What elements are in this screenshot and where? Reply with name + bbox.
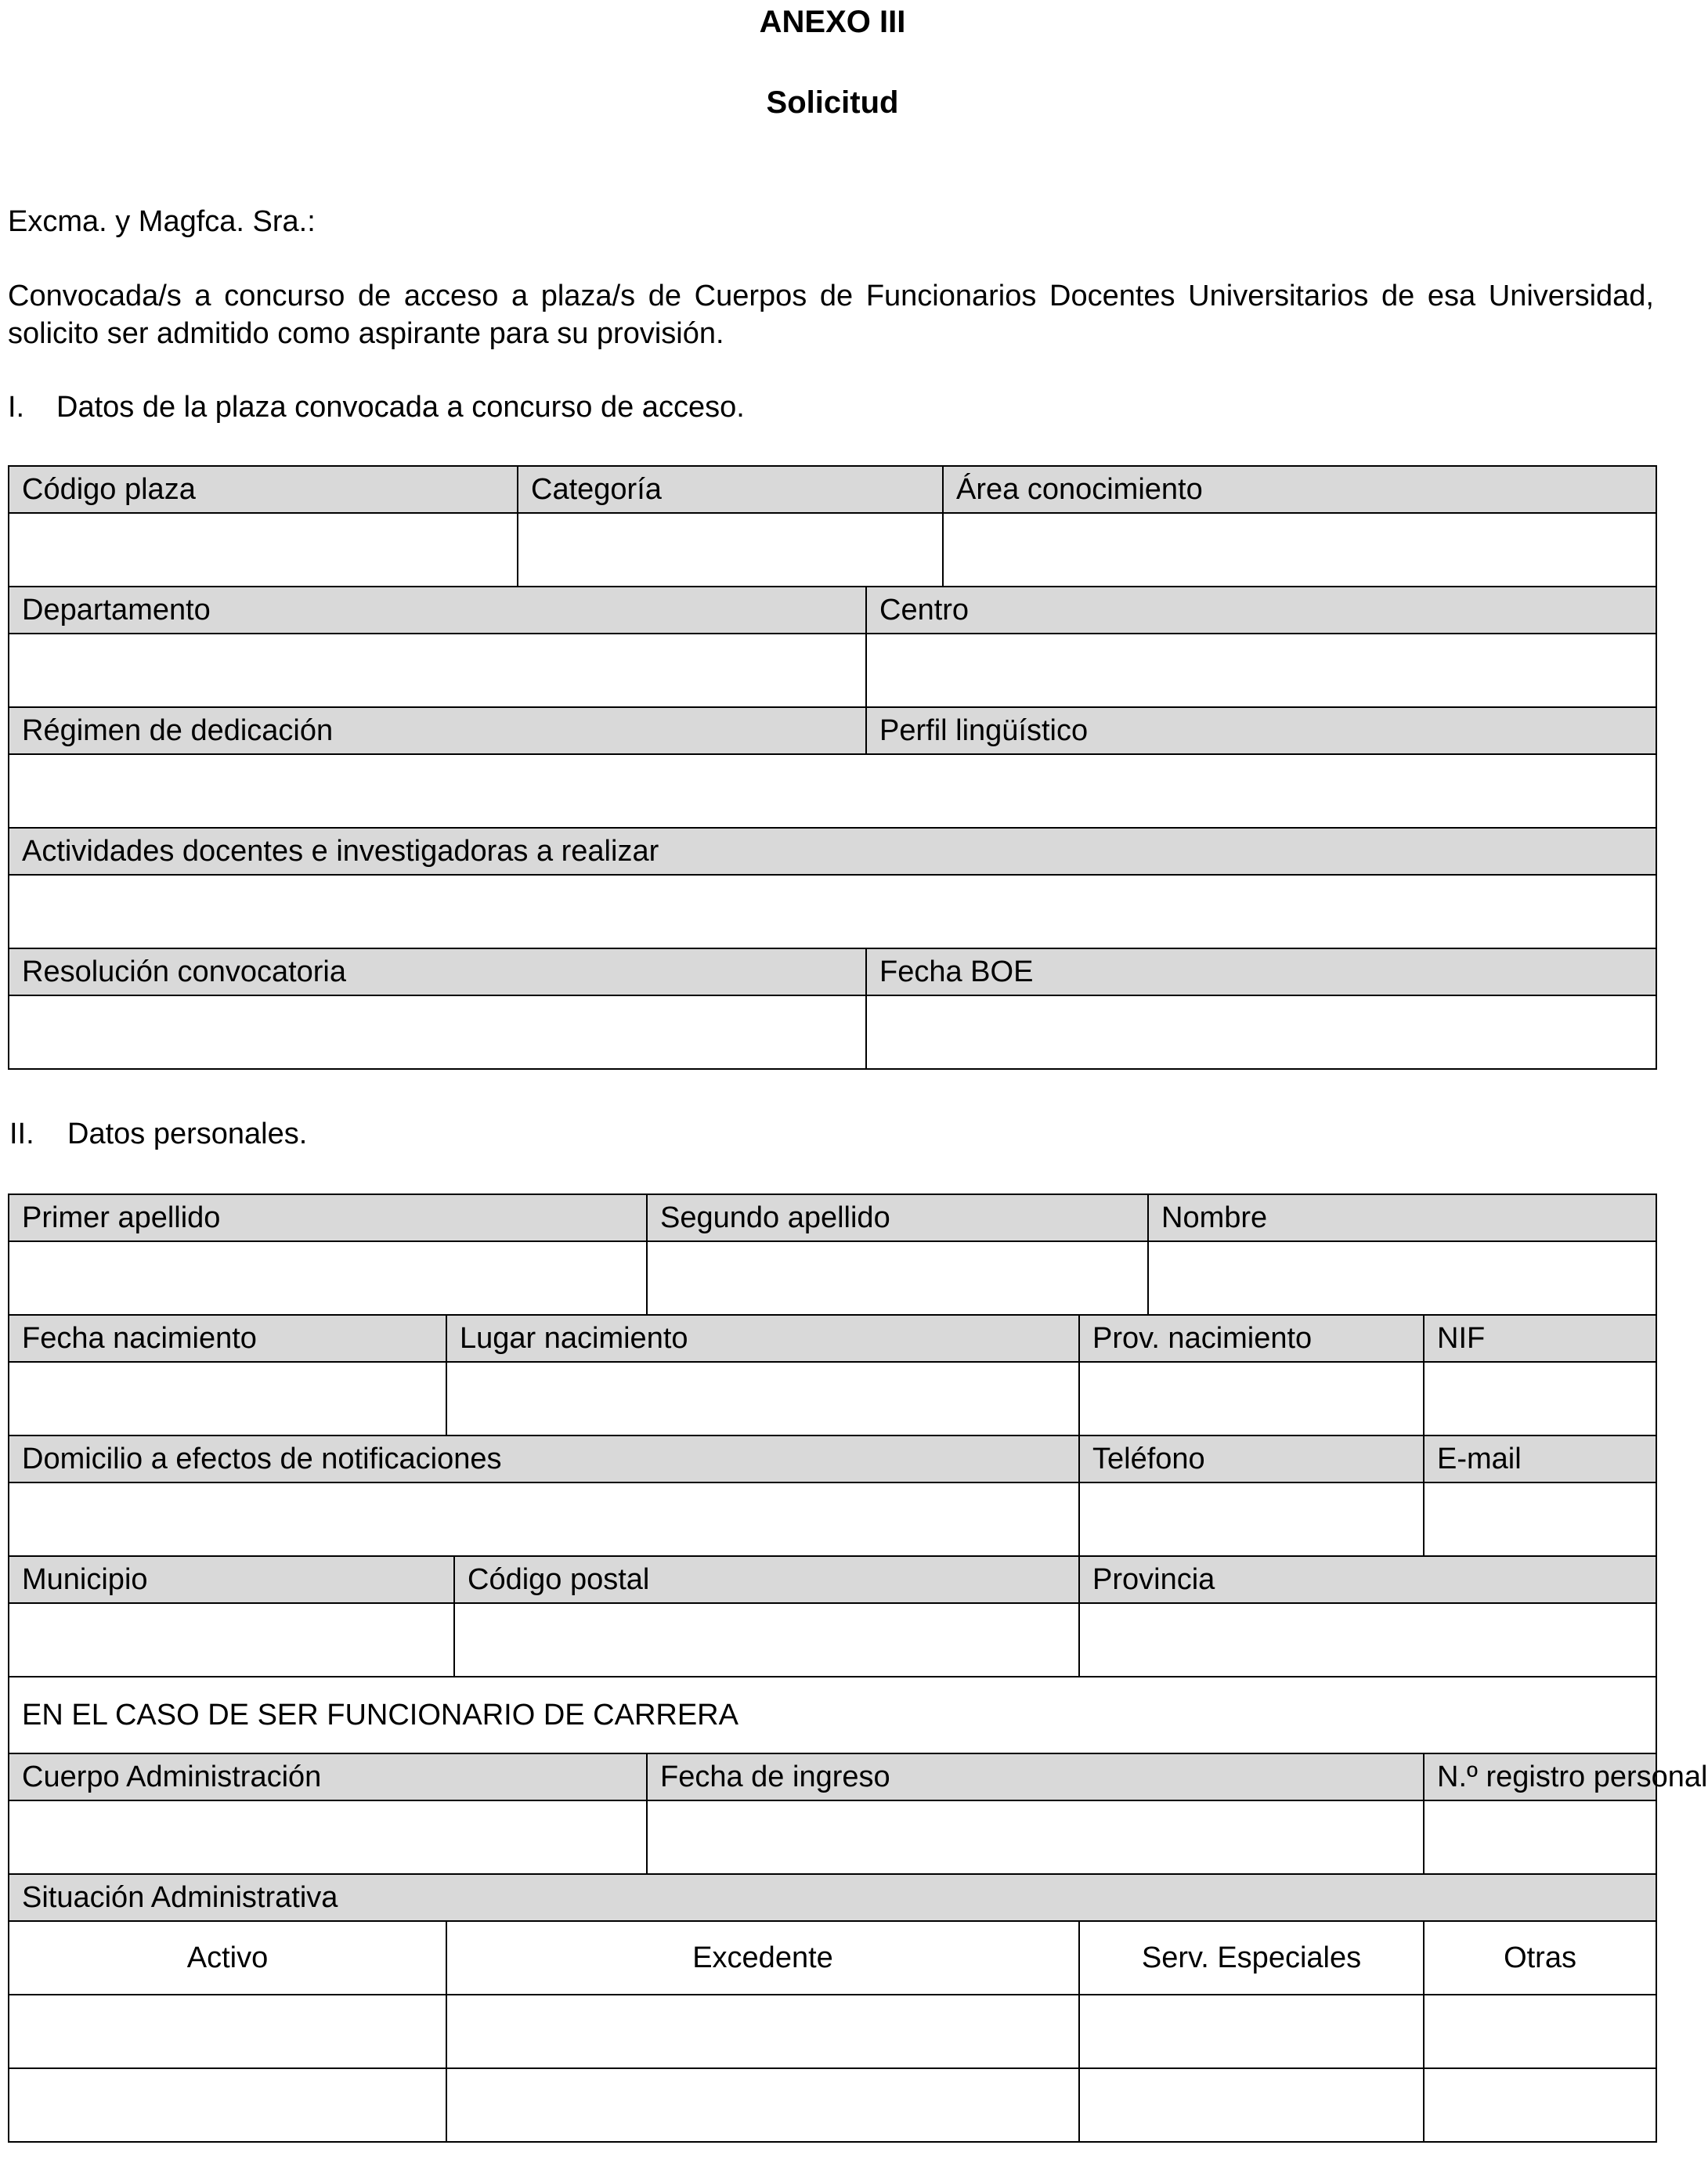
intro-paragraph: Convocada/s a concurso de acceso a plaza/s de Cuerpos de Funcionarios Docentes Universitarios de esa Universidad, solicito ser admitido como aspirante para su provisión. [8,280,1654,350]
registro-personal-field[interactable] [1424,1800,1656,1874]
codigo-postal-label: Código postal [454,1556,1079,1603]
segundo-apellido-field[interactable] [647,1241,1148,1315]
regimen-dedicacion-label: Régimen de dedicación [9,707,866,754]
centro-label: Centro [866,587,1656,634]
codigo-plaza-label: Código plaza [9,466,518,513]
otras-field[interactable] [1424,1995,1656,2068]
fecha-boe-label: Fecha BOE [866,948,1656,995]
cuerpo-administracion-field[interactable] [9,1800,647,1874]
fecha-ingreso-field[interactable] [647,1800,1424,1874]
activo-field-2[interactable] [9,2068,446,2142]
categoria-field[interactable] [518,513,943,587]
datos-personales-table [8,1194,1708,2143]
telefono-label: Teléfono [1079,1435,1424,1482]
email-label: E-mail [1424,1435,1656,1482]
salutation: Excma. y Magfca. Sra.: [8,205,316,238]
situacion-option-excedente: Excedente [446,1921,1079,1995]
lugar-nacimiento-field[interactable] [446,1362,1079,1435]
fecha-nacimiento-label: Fecha nacimiento [9,1315,446,1362]
annex-title: ANEXO III [759,5,906,39]
nif-field[interactable] [1424,1362,1656,1435]
telefono-field[interactable] [1079,1482,1424,1556]
serv-especiales-field-2[interactable] [1079,2068,1424,2142]
fecha-nacimiento-field[interactable] [9,1362,446,1435]
perfil-linguistico-label: Perfil lingüístico [866,707,1656,754]
serv-especiales-field[interactable] [1079,1995,1424,2068]
municipio-field[interactable] [9,1603,454,1677]
domicilio-field[interactable] [9,1482,1079,1556]
section-1-title: Datos de la plaza convocada a concurso de acceso. [56,391,745,424]
situacion-option-otras: Otras [1424,1921,1656,1995]
nombre-label: Nombre [1148,1194,1656,1241]
registro-personal-label: N.º registro personal [1424,1753,1656,1800]
situacion-administrativa-label: Situación Administrativa [9,1874,1656,1921]
actividades-label: Actividades docentes e investigadoras a realizar [9,828,1656,875]
primer-apellido-field[interactable] [9,1241,647,1315]
activo-field[interactable] [9,1995,446,2068]
codigo-plaza-field[interactable] [9,513,518,587]
excedente-field[interactable] [446,1995,1079,2068]
regimen-perfil-field[interactable] [9,754,1656,828]
prov-nacimiento-label: Prov. nacimiento [1079,1315,1424,1362]
codigo-postal-field[interactable] [454,1603,1079,1677]
otras-field-2[interactable] [1424,2068,1656,2142]
area-conocimiento-field[interactable] [943,513,1656,587]
lugar-nacimiento-label: Lugar nacimiento [446,1315,1079,1362]
email-field[interactable] [1424,1482,1656,1556]
situacion-option-serv-especiales: Serv. Especiales [1079,1921,1424,1995]
section-1-number: I. [8,391,25,424]
excedente-field-2[interactable] [446,2068,1079,2142]
departamento-label: Departamento [9,587,866,634]
categoria-label: Categoría [518,466,943,513]
plaza-table [8,465,1657,1070]
form-subtitle: Solicitud [766,85,899,120]
provincia-field[interactable] [1079,1603,1656,1677]
primer-apellido-label: Primer apellido [9,1194,647,1241]
area-conocimiento-label: Área conocimiento [943,466,1656,513]
domicilio-label: Domicilio a efectos de notificaciones [9,1435,1079,1482]
nombre-field[interactable] [1148,1241,1656,1315]
centro-field[interactable] [866,634,1656,707]
provincia-label: Provincia [1079,1556,1656,1603]
segundo-apellido-label: Segundo apellido [647,1194,1148,1241]
cuerpo-administracion-label: Cuerpo Administración [9,1753,647,1800]
funcionario-carrera-heading: EN EL CASO DE SER FUNCIONARIO DE CARRERA [9,1677,1656,1753]
situacion-option-activo: Activo [9,1921,446,1995]
actividades-field[interactable] [9,875,1656,948]
municipio-label: Municipio [9,1556,454,1603]
fecha-ingreso-label: Fecha de ingreso [647,1753,1424,1800]
section-2-title: Datos personales. [67,1118,308,1150]
departamento-field[interactable] [9,634,866,707]
prov-nacimiento-field[interactable] [1079,1362,1424,1435]
section-2-number: II. [9,1118,34,1150]
resolucion-convocatoria-label: Resolución convocatoria [9,948,866,995]
fecha-boe-field[interactable] [866,995,1656,1069]
resolucion-convocatoria-field[interactable] [9,995,866,1069]
nif-label: NIF [1424,1315,1656,1362]
